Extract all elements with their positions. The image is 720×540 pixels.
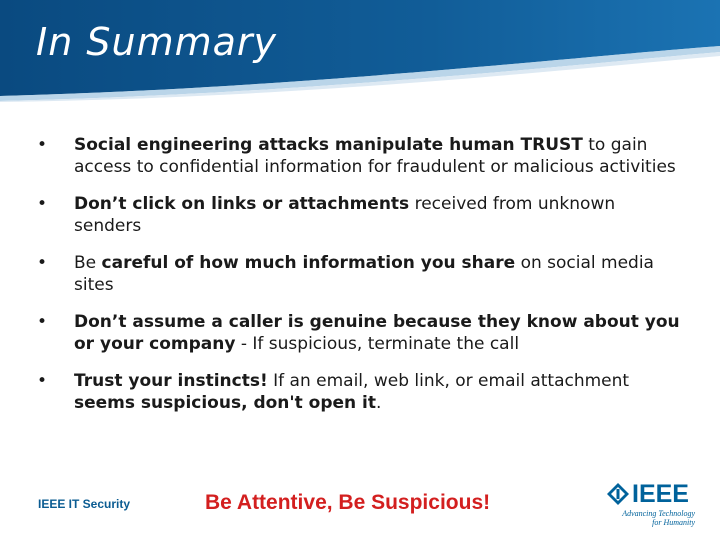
bullet-text-bold: careful of how much information you share — [101, 253, 516, 273]
bullet-text: Be — [74, 253, 102, 273]
bullet-text: to gain access to confidential information for fraudulent or malicious activities — [74, 135, 676, 177]
bullet-text: received from unknown senders — [74, 194, 616, 236]
slide-header — [0, 0, 720, 102]
ieee-diamond-logo-icon — [606, 482, 630, 506]
logo-subtitle-line1: Advancing Technology — [622, 509, 695, 518]
bullet-text-bold: seems suspicious, don't open it — [74, 393, 376, 413]
logo-subtitle-line2: for Humanity — [652, 518, 695, 527]
logo-subtitle — [609, 509, 695, 527]
footer-left-label: IEEE IT Security — [38, 497, 131, 511]
bullet-text-bold: Don’t assume a caller is genuine because they know about you or your company — [74, 312, 680, 354]
bullet-text: If an email, web link, or email attachment — [267, 371, 630, 391]
bullet-item — [36, 252, 686, 296]
footer-tagline: Be Attentive, Be Suspicious! — [205, 491, 491, 514]
bullet-dot-icon: • — [37, 371, 48, 391]
bullet-text-bold: Don’t click on links or attachments — [74, 194, 410, 214]
bullet-text-bold: Social engineering attacks manipulate human TRUST — [74, 135, 583, 155]
ieee-logo — [606, 480, 716, 528]
bullet-item — [36, 311, 686, 355]
logo-word: IEEE — [632, 480, 689, 508]
bullet-dot-icon: • — [37, 194, 48, 214]
bullet-text-bold: Trust your instincts! — [74, 371, 268, 391]
bullet-text: - If suspicious, terminate the call — [235, 334, 520, 354]
bullet-item — [36, 193, 686, 237]
bullet-dot-icon: • — [37, 253, 48, 273]
bullet-text: . — [376, 393, 382, 413]
bullet-text: on social media sites — [74, 253, 654, 295]
bullet-list — [36, 134, 686, 414]
bullet-dot-icon: • — [37, 312, 48, 332]
bullet-item — [36, 370, 686, 414]
page-title: In Summary — [36, 20, 278, 64]
bullet-item — [36, 134, 686, 178]
bullet-dot-icon: • — [37, 135, 48, 155]
